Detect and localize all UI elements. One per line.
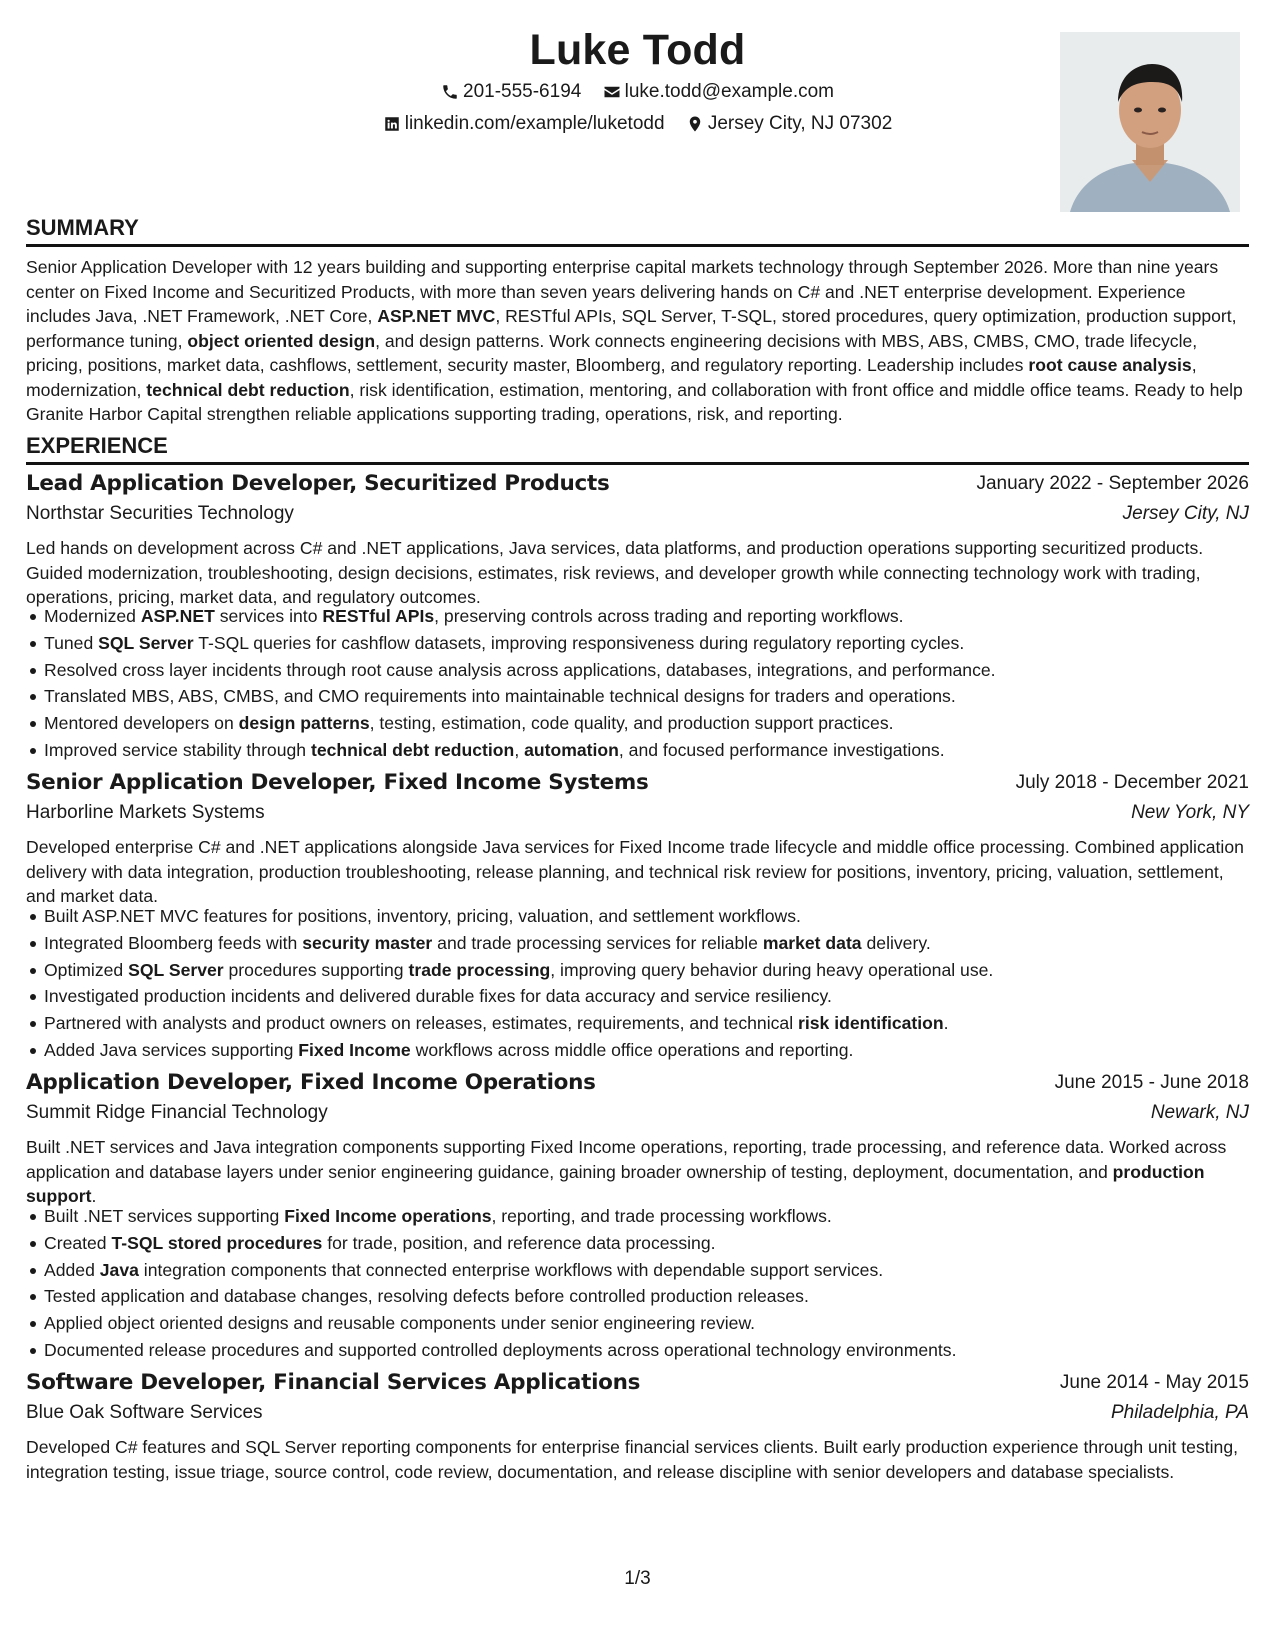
experience-heading: EXPERIENCE <box>26 432 1249 465</box>
phone-icon <box>441 83 459 101</box>
job-company: Summit Ridge Financial Technology <box>26 1102 328 1123</box>
bullet-item: Tuned SQL Server T-SQL queries for cashflow datasets, improving responsiveness during regulatory reporting cycles. <box>44 630 1267 657</box>
job-title: Software Developer, Financial Services Applications <box>26 1370 641 1395</box>
bullet-item: Applied object oriented designs and reusable components under senior engineering review. <box>44 1310 1267 1337</box>
bullet-item: Modernized ASP.NET services into RESTful APIs, preserving controls across trading and reporting workflows. <box>44 603 1267 630</box>
job-description: Developed enterprise C# and .NET applications alongside Java services for Fixed Income trade lifecycle and middle office processing. Combined application delivery with data integration, production troubleshooting, release planning, and technical risk review for positions, inventory, pricing, valuation, settlement, and market data. <box>26 837 1244 906</box>
job-location: Newark, NJ <box>1150 1102 1249 1123</box>
job-location: Philadelphia, PA <box>1110 1402 1249 1423</box>
portrait-image <box>1060 32 1240 212</box>
job-description: Led hands on development across C# and .NET applications, Java services, data platforms, and production operations supporting securitized products. Guided modernization, troubleshooting, design decisions, estimates, risk reviews, and developer growth while connecting technology work with trading, operations, pricing, market data, and regulatory outcomes. <box>26 538 1204 607</box>
job-title: Senior Application Developer, Fixed Income Systems <box>26 770 649 795</box>
map-pin-icon <box>686 115 704 133</box>
bullet-item: Translated MBS, ABS, CMBS, and CMO requirements into maintainable technical designs for traders and operations. <box>44 683 1267 710</box>
page-number: 1/3 <box>624 1568 651 1589</box>
contact-location <box>686 111 892 137</box>
job-dates: January 2022 - September 2026 <box>976 473 1249 494</box>
job-company: Blue Oak Software Services <box>26 1402 263 1423</box>
job-dates: June 2015 - June 2018 <box>1054 1072 1249 1093</box>
contact-email[interactable] <box>603 79 834 105</box>
contact-linkedin[interactable] <box>383 111 665 137</box>
location-text: Jersey City, NJ 07302 <box>707 113 893 134</box>
summary-text: Senior Application Developer with 12 years building and supporting enterprise capital markets technology through September 2026. More than nine years center on Fixed Income and Securitized Products, with more than seven years delivering hands on C# and .NET enterprise development. Experience includes Java, .NET Framework, .NET Core, ASP.NET MVC, RESTful APIs, SQL Server, T-SQL, stored procedures, query optimization, production support, performance tuning, object oriented design, and design patterns. Work connects engineering decisions with MBS, ABS, CMBS, CMO, trade lifecycle, pricing, positions, market data, cashflows, settlement, security master, Bloomberg, and regulatory reporting. Leadership includes root cause analysis, modernization, technical debt reduction, risk identification, estimation, mentoring, and collaboration with front office and middle office teams. Ready to help Granite Harbor Capital strengthen reliable applications supporting trading, operations, risk, and reporting. <box>26 257 1243 424</box>
bullet-item: Added Java services supporting Fixed Income workflows across middle office operations and reporting. <box>44 1037 1267 1064</box>
candidate-name: Luke Todd <box>529 26 746 74</box>
job-description: Developed C# features and SQL Server reporting components for enterprise financial services clients. Built early production experience through unit testing, integration testing, issue triage, source control, code review, documentation, and release discipline with senior developers and database specialists. <box>26 1437 1239 1482</box>
resume-page <box>26 0 1249 1650</box>
bullet-item: Optimized SQL Server procedures supporting trade processing, improving query behavior during heavy operational use. <box>44 957 1267 984</box>
bullet-item: Mentored developers on design patterns, testing, estimation, code quality, and production support practices. <box>44 710 1267 737</box>
job-company: Northstar Securities Technology <box>26 503 294 524</box>
job-bullets <box>26 1203 1267 1364</box>
job-location: Jersey City, NJ <box>1122 503 1249 524</box>
job-bullets <box>26 903 1267 1064</box>
job-location: New York, NY <box>1131 802 1249 823</box>
job-dates: June 2014 - May 2015 <box>1059 1372 1249 1393</box>
job-title: Application Developer, Fixed Income Operations <box>26 1070 596 1095</box>
bullet-item: Built .NET services supporting Fixed Income operations, reporting, and trade processing workflows. <box>44 1203 1267 1230</box>
bullet-item: Partnered with analysts and product owners on releases, estimates, requirements, and technical risk identification. <box>44 1010 1267 1037</box>
job-dates: July 2018 - December 2021 <box>1015 772 1249 793</box>
bullet-item: Documented release procedures and supported controlled deployments across operational technology environments. <box>44 1337 1267 1364</box>
phone-text: 201-555-6194 <box>463 81 582 102</box>
contact-phone[interactable] <box>441 79 581 105</box>
linkedin-icon <box>383 115 401 133</box>
bullet-item: Investigated production incidents and delivered durable fixes for data accuracy and service resiliency. <box>44 983 1267 1010</box>
bullet-item: Created T-SQL stored procedures for trade, position, and reference data processing. <box>44 1230 1267 1257</box>
job-company: Harborline Markets Systems <box>26 802 265 823</box>
bullet-item: Integrated Bloomberg feeds with security master and trade processing services for reliable market data delivery. <box>44 930 1267 957</box>
email-text: luke.todd@example.com <box>624 81 834 102</box>
linkedin-text: linkedin.com/example/luketodd <box>404 113 665 134</box>
job-description: Built .NET services and Java integration components supporting Fixed Income operations, reporting, trade processing, and reference data. Worked across application and database layers under senior engineering guidance, gaining broader ownership of testing, deployment, documentation, and production support. <box>26 1137 1227 1206</box>
bullet-item: Tested application and database changes, resolving defects before controlled production releases. <box>44 1283 1267 1310</box>
envelope-icon <box>603 83 621 101</box>
bullet-item: Improved service stability through technical debt reduction, automation, and focused performance investigations. <box>44 737 1267 764</box>
summary-heading: SUMMARY <box>26 214 1249 247</box>
job-title: Lead Application Developer, Securitized Products <box>26 471 610 496</box>
job-bullets <box>26 603 1267 764</box>
bullet-item: Built ASP.NET MVC features for positions, inventory, pricing, valuation, and settlement workflows. <box>44 903 1267 930</box>
profile-photo <box>1060 32 1240 212</box>
bullet-item: Added Java integration components that connected enterprise workflows with dependable support services. <box>44 1257 1267 1284</box>
bullet-item: Resolved cross layer incidents through root cause analysis across applications, databases, integrations, and performance. <box>44 657 1267 684</box>
